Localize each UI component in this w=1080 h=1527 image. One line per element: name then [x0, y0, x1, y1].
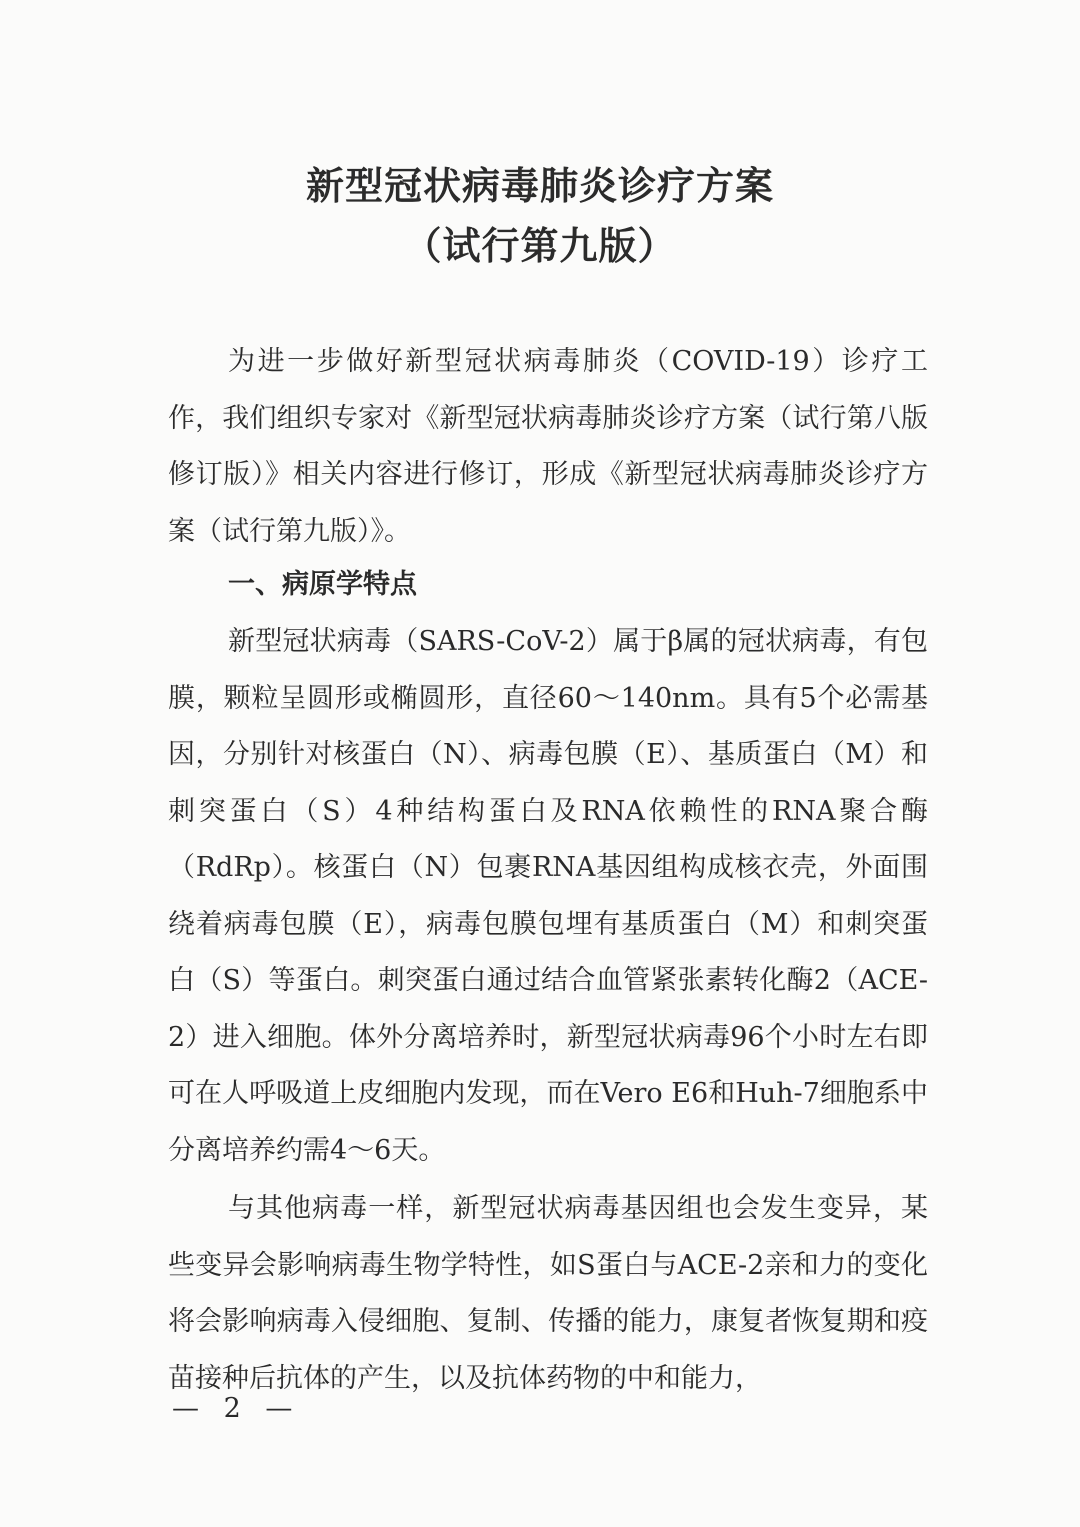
paragraph-2-block — [168, 1181, 928, 1407]
document-title: 新型冠状病毒肺炎诊疗方案 — [305, 164, 774, 208]
document-subtitle: （试行第九版） — [403, 224, 677, 268]
intro-paragraph-block — [168, 334, 928, 560]
body-paragraph: 新型冠状病毒（SARS-CoV-2）属于β属的冠状病毒，有包膜，颗粒呈圆形或椭圆形，直径60～140nm。具有5个必需基因，分别针对核蛋白（N）、病毒包膜（E）、基质蛋白（M）和刺突蛋白（S）4种结构蛋白及RNA依赖性的RNA聚合酶（RdRp）。核蛋白（N）包裹RNA基因组构成核衣壳，外面围绕着病毒包膜（E），病毒包膜包埋有基质蛋白（M）和刺突蛋白（S）等蛋白。刺突蛋白通过结合血管紧张素转化酶2（ACE-2）进入细胞。体外分离培养时，新型冠状病毒96个小时左右即可在人呼吸道上皮细胞内发现，而在Vero E6和Huh-7细胞系中分离培养约需4～6天。 — [168, 626, 928, 1166]
section-heading: 一、病原学特点 — [228, 569, 417, 600]
body-paragraph: 与其他病毒一样，新型冠状病毒基因组也会发生变异，某些变异会影响病毒生物学特性，如S蛋白与ACE-2亲和力的变化将会影响病毒入侵细胞、复制、传播的能力，康复者恢复期和疫苗接种后抗体的产生，以及抗体药物的中和能力， — [168, 1193, 928, 1394]
paragraph-1-block — [168, 614, 928, 1179]
intro-paragraph: 为进一步做好新型冠状病毒肺炎（COVID-19）诊疗工作，我们组织专家对《新型冠状病毒肺炎诊疗方案（试行第八版修订版）》相关内容进行修订，形成《新型冠状病毒肺炎诊疗方案（试行第九版）》。 — [168, 346, 928, 547]
page-number: — 2 — — [172, 1393, 301, 1424]
